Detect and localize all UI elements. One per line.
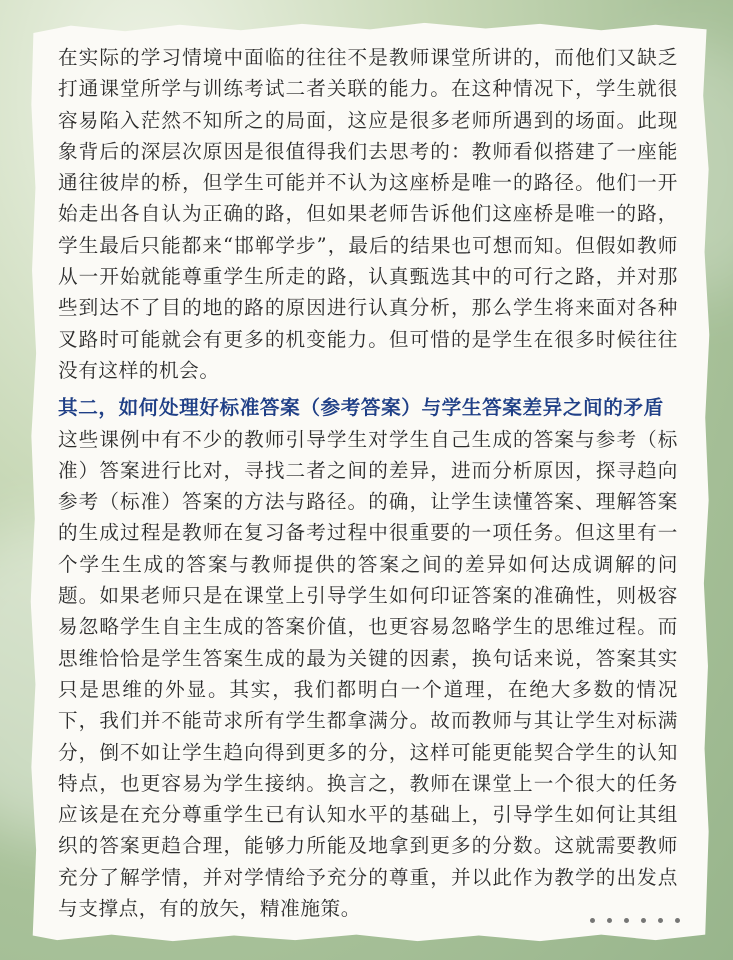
dot-icon <box>675 918 680 923</box>
more-indicator-icon <box>590 918 680 923</box>
paragraph-2: 这些课例中有不少的教师引导学生对学生自己生成的答案与参考（标准）答案进行比对，寻找二者之间的差异，进而分析原因，探寻趋向参考（标准）答案的方法与路径。的确，让学生读懂答案、理解答案的生成过程是教师在复习备考过程中很重要的一项任务。但这里有一个学生生成的答案与教师提供的答案之间的差异如何达成调解的问题。如果老师只是在课堂上引导学生如何印证答案的准确性，则极容易忽略学生自主生成的答案价值，也更容易忽略学生的思维过程。而思维恰恰是学生答案生成的最为关键的因素，换句话来说，答案其实只是思维的外显。其实，我们都明白一个道理，在绝大多数的情况下，我们并不能苛求所有学生都拿满分。故而教师与其让学生对标满分，倒不如让学生趋向得到更多的分，这样可能更能契合学生的认知特点，也更容易为学生接纳。换言之，教师在课堂上一个很大的任务应该是在充分尊重学生已有认知水平的基础上，引导学生如何让其组织的答案更趋合理，能够力所能及地拿到更多的分数。这就需要教师充分了解学情，并对学情给予充分的尊重，并以此作为教学的出发点与支撑点，有的放矢，精准施策。 <box>58 427 678 921</box>
dot-icon <box>590 918 595 923</box>
dot-icon <box>624 918 629 923</box>
dot-icon <box>607 918 612 923</box>
dot-icon <box>641 918 646 923</box>
dot-icon <box>658 918 663 923</box>
article-content <box>58 42 678 924</box>
paragraph-1: 在实际的学习情境中面临的往往不是教师课堂所讲的，而他们又缺乏打通课堂所学与训练考试二者关联的能力。在这种情况下，学生就很容易陷入茫然不知所之的局面，这应是很多老师所遇到的场面。此现象背后的深层次原因是很值得我们去思考的：教师看似搭建了一座能通往彼岸的桥，但学生可能并不认为这座桥是唯一的路径。他们一开始走出各自认为正确的路，但如果老师告诉他们这座桥是唯一的路，学生最后只能都来“邯郸学步”，最后的结果也可想而知。但假如教师从一开始就能尊重学生所走的路，认真甄选其中的可行之路，并对那些到达不了目的地的路的原因进行认真分析，那么学生将来面对各种叉路时可能就会有更多的机变能力。但可惜的是学生在很多时候往往没有这样的机会。 <box>58 46 678 382</box>
section-heading-2: 其二，如何处理好标准答案（参考答案）与学生答案差异之间的矛盾 <box>58 396 664 420</box>
